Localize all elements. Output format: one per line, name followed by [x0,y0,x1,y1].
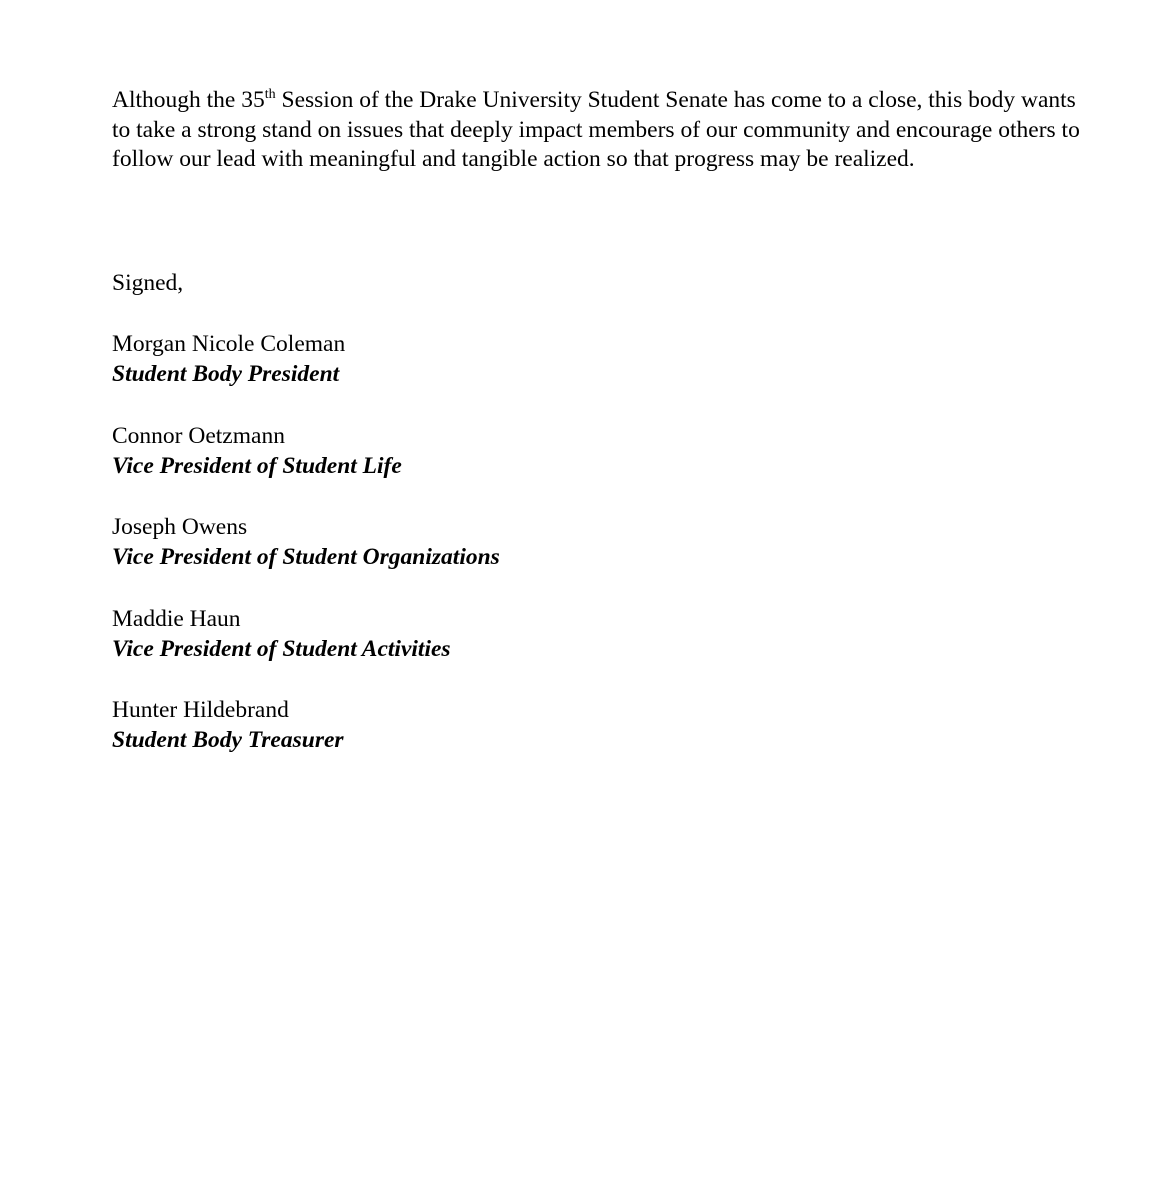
signatory-block [112,604,451,664]
signatory-block [112,512,500,572]
ordinal-suffix: th [264,87,276,102]
paragraph-text-end: Session of the Drake University Student Senate has come to a close, this body wants to take a strong stand on issues that deeply impact members of our community and encourage others to follow our lead with meaningful and tangible action so that progress may be realized. [112,87,1080,172]
signatory-title: Vice President of Student Organizations [112,544,500,570]
signatory-block [112,695,344,755]
signatory-name: Maddie Haun [112,606,241,632]
signatory-title: Vice President of Student Activities [112,636,451,662]
signatory-block [112,421,402,481]
closing-statement-paragraph [112,86,1082,175]
signatory-title: Student Body Treasurer [112,727,344,753]
signatory-name: Connor Oetzmann [112,423,285,449]
signatory-name: Joseph Owens [112,514,248,540]
signatory-title: Student Body President [112,361,340,387]
signatory-name: Hunter Hildebrand [112,697,289,723]
signed-closing: Signed, [112,270,184,296]
paragraph-text-start: Although the 35 [112,87,265,113]
signatory-title: Vice President of Student Life [112,453,402,479]
signatory-block [112,329,345,389]
signatory-name: Morgan Nicole Coleman [112,331,346,357]
